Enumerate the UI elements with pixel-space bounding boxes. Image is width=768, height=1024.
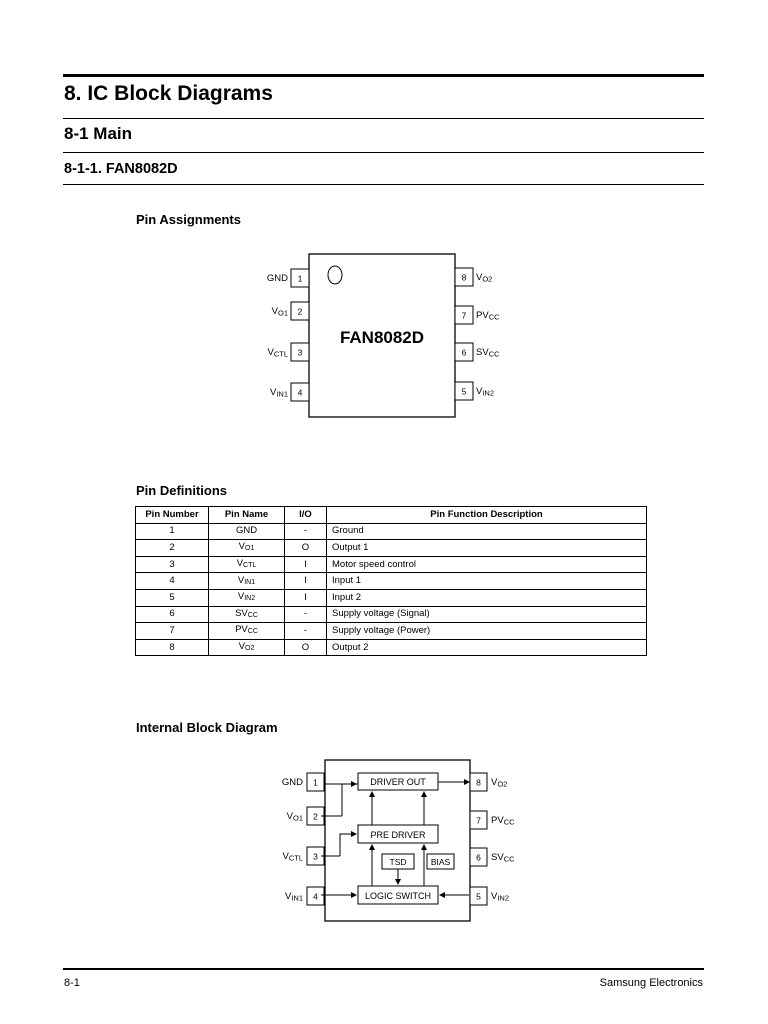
table-row [136,639,647,656]
pin-definitions-table [135,506,647,656]
pa-left-pin-label-4: VIN1 [269,387,288,399]
pin-description-cell: Motor speed control [327,556,647,573]
pin-name-cell: $V_{IN1}$ [209,573,285,590]
bd-left-pin-label-4: VIN1 [284,891,303,903]
bd-right-pin-label-5: VIN2 [491,891,510,903]
bd-left-pin-1-number: 1 [313,777,318,788]
title-rule [63,74,704,77]
bd-right-pin-label-8: VO2 [491,777,508,789]
table-row [136,573,647,590]
table-row [136,556,647,573]
footer-company: Samsung Electronics [599,977,703,989]
table-row [136,589,647,606]
pa-right-pin-8-number: 8 [461,272,467,283]
section-heading: 8-1 Main [64,124,133,143]
pin-description-cell: Supply voltage (Power) [327,623,647,640]
pin-name-cell: $V_{IN2}$ [209,589,285,606]
pin-name-cell: GND [209,523,285,540]
pa-left-pin-2-number: 2 [297,306,303,317]
pa-left-pin-3-number: 3 [297,347,303,358]
bd-right-pin-5-number: 5 [476,891,481,902]
pin-description-cell: Supply voltage (Signal) [327,606,647,623]
pa-right-pin-label-5: VIN2 [476,386,495,398]
chip-label: FAN8082D [339,328,425,347]
table-row [136,540,647,557]
title-underline [63,118,704,119]
subsection-rule [63,184,704,185]
bd-left-pin-2-number: 2 [313,811,318,822]
table-row [136,623,647,640]
pin-io-cell: I [285,556,327,573]
pa-left-pin-label-1: GND [266,273,288,284]
pin-name-cell: $V_{O1}$ [209,540,285,557]
pin-name-cell: $PV_{CC}$ [209,623,285,640]
pin-number-cell: 6 [136,606,209,623]
pin-name-cell: $SV_{CC}$ [209,606,285,623]
bd-left-pin-3-number: 3 [313,851,318,862]
page-title: 8. IC Block Diagrams [64,82,273,105]
pa-right-pin-label-7: PVCC [476,310,500,322]
pa-left-pin-label-2: VO1 [271,306,288,318]
pa-left-pin-4-number: 4 [297,387,303,398]
bias-label: BIAS [430,857,451,867]
pin-number-cell: 2 [136,540,209,557]
pin-number-cell: 7 [136,623,209,640]
bd-right-pin-7-number: 7 [476,815,481,826]
block-diagram-heading: Internal Block Diagram [136,720,278,735]
pin-io-cell: O [285,639,327,656]
column-header-3: Pin Function Description [327,507,647,524]
pre-driver-label: PRE DRIVER [370,830,426,840]
internal-block-diagram [240,750,540,930]
pa-left-pin-label-3: VCTL [267,347,288,359]
pin-io-cell: - [285,606,327,623]
footer-rule [63,968,704,970]
pin-io-cell: - [285,623,327,640]
pin-io-cell: I [285,589,327,606]
subsection-heading: 8-1-1. FAN8082D [64,161,178,177]
pa-right-pin-label-8: VO2 [476,272,493,284]
pin-io-cell: - [285,523,327,540]
bd-left-pin-label-2: VO1 [286,811,303,823]
pin-number-cell: 5 [136,589,209,606]
pin-number-cell: 8 [136,639,209,656]
bd-left-pin-label-3: VCTL [282,851,303,863]
pin-description-cell: Output 1 [327,540,647,557]
pin-number-cell: 4 [136,573,209,590]
bd-right-pin-8-number: 8 [476,777,481,788]
pin-assignments-heading: Pin Assignments [136,212,241,227]
pin-name-cell: $V_{CTL}$ [209,556,285,573]
column-header-0: Pin Number [136,507,209,524]
footer-page-number: 8-1 [64,977,80,989]
pin-description-cell: Ground [327,523,647,540]
driver-out-label: DRIVER OUT [370,777,426,787]
bd-left-pin-4-number: 4 [313,891,318,902]
pin-definitions-heading: Pin Definitions [136,483,227,498]
bd-right-pin-label-6: SVCC [491,852,515,864]
column-header-1: Pin Name [209,507,285,524]
table-row [136,523,647,540]
pin-number-cell: 3 [136,556,209,573]
column-header-2: I/O [285,507,327,524]
section-rule [63,152,704,153]
pa-right-pin-7-number: 7 [461,310,467,321]
pa-right-pin-6-number: 6 [461,347,467,358]
pin-number-cell: 1 [136,523,209,540]
pin-assignment-diagram [240,245,540,430]
pin-description-cell: Input 2 [327,589,647,606]
table-row [136,606,647,623]
pin-io-cell: O [285,540,327,557]
bd-left-pin-label-1: GND [281,777,303,788]
pin-io-cell: I [285,573,327,590]
bd-right-pin-label-7: PVCC [491,815,515,827]
tsd-label: TSD [389,857,407,867]
pin-name-cell: $V_{O2}$ [209,639,285,656]
pa-left-pin-1-number: 1 [297,273,303,284]
pin-description-cell: Input 1 [327,573,647,590]
pa-right-pin-5-number: 5 [461,386,467,397]
logic-switch-label: LOGIC SWITCH [364,891,432,901]
pin-description-cell: Output 2 [327,639,647,656]
bd-right-pin-6-number: 6 [476,852,481,863]
pa-right-pin-label-6: SVCC [476,347,500,359]
